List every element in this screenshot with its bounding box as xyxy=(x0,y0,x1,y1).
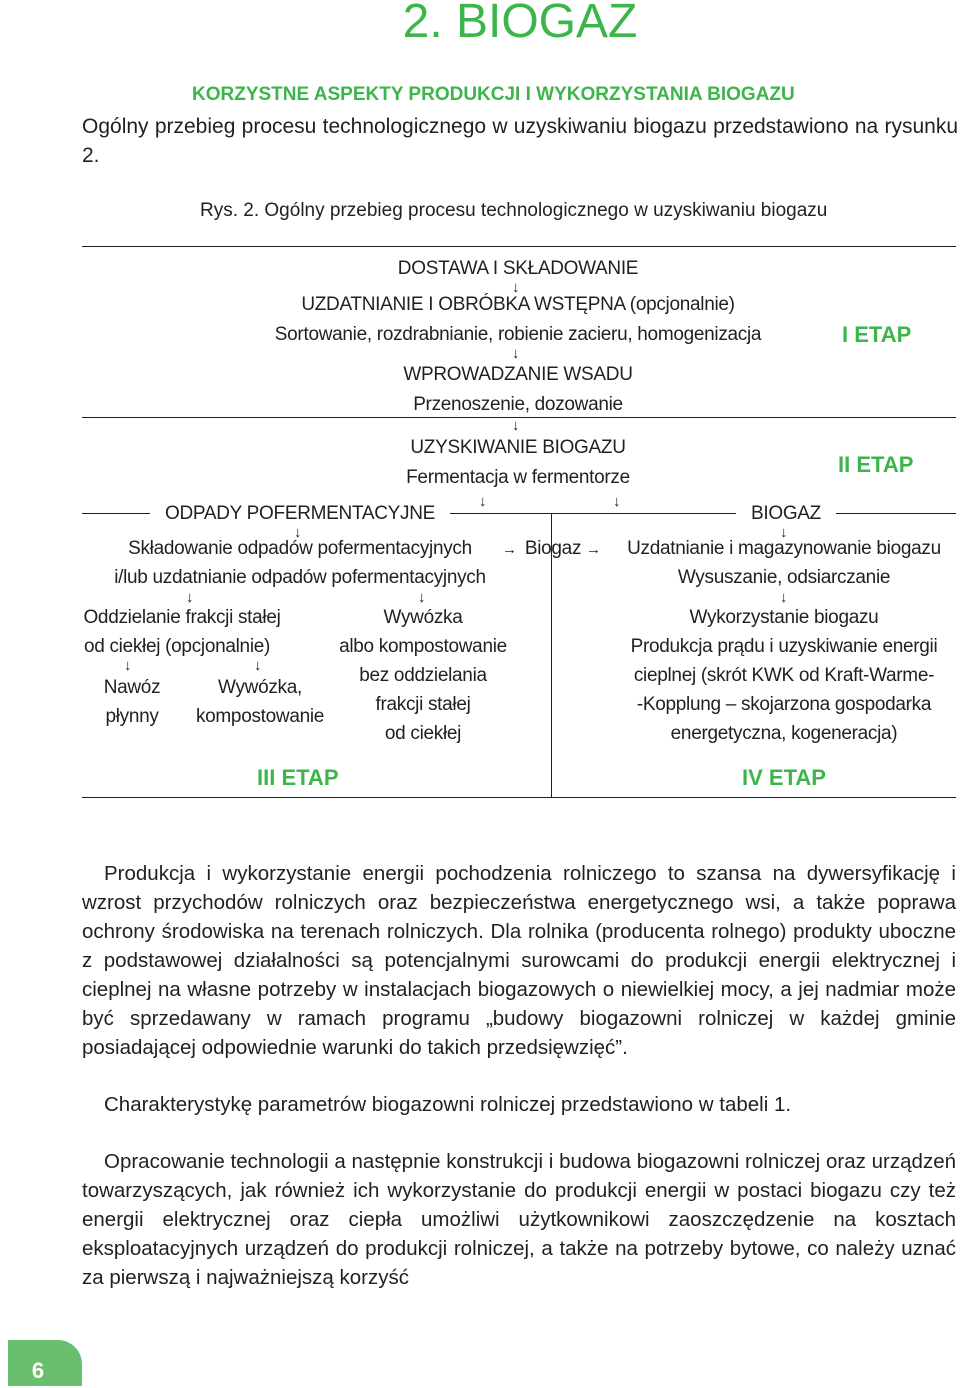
arrow-down-icon: ↓ xyxy=(254,657,262,674)
arrow-down-icon: ↓ xyxy=(780,589,788,606)
waste-line4: frakcji stałej xyxy=(375,694,471,715)
step-feeding: WPROWADZANIE WSADU xyxy=(403,364,633,385)
body-paragraph-1: Produkcja i wykorzystanie energii pochodzenia rolniczego to szansa na dywersyfikację i wzrost przychodów rolniczych oraz bezpieczeństwa energetycznego wsi, a także poprawa ochrony środowiska na terenach rolniczych. Dla rolnika (producenta rolnego) produkty uboczne z podstawowej działalności są potencjalnymi surowcami do produkcji energii elektrycznej i cieplnej na własne potrzeby w instalacjach biogazowych o niewielkiej mocy, a jej nadmiar może być sprzedawany w ramach programu „budowy biogazowni rolniczej w każdej gminie posiadającej odpowiednie warunki do takich przedsięwzięć”. xyxy=(82,862,956,1059)
arrow-right-icon: → xyxy=(586,541,601,558)
step-biogas-production: UZYSKIWANIE BIOGAZU xyxy=(410,437,626,458)
biogas-drying: Wysuszanie, odsiarczanie xyxy=(677,567,891,588)
stage3-header-rule-left xyxy=(82,513,158,514)
liquid-fertilizer-line1: Nawóz xyxy=(103,677,161,698)
step-feeding-detail: Przenoszenie, dozowanie xyxy=(413,394,623,415)
biogas-use-line3: cieplnej (skrót KWK od Kraft-Warme- xyxy=(633,665,935,686)
page-number: 6 xyxy=(31,1358,45,1383)
page-number-badge xyxy=(8,1340,82,1386)
arrow-down-icon: ↓ xyxy=(512,345,520,362)
page-title: 2. BIOGAZ xyxy=(402,0,638,48)
intro-paragraph: Ogólny przebieg procesu technologicznego w uzyskiwaniu biogazu przedstawiono na rysunku 2. xyxy=(82,115,958,167)
biogas-header: BIOGAZ xyxy=(736,499,836,528)
stage-label-1: I ETAP xyxy=(842,322,912,347)
digestate-header: ODPADY POFERMENTACYJNE xyxy=(150,499,450,528)
liquid-fertilizer-line2: płynny xyxy=(105,706,159,727)
figure-caption: Rys. 2. Ogólny przebieg procesu technologicznego w uzyskiwaniu biogazu xyxy=(200,200,828,221)
section-subtitle: KORZYSTNE ASPEKTY PRODUKCJI I WYKORZYSTANIA BIOGAZU xyxy=(192,84,795,105)
arrow-down-icon: ↓ xyxy=(613,493,621,510)
biogas-use-line2: Produkcja prądu i uzyskiwanie energii xyxy=(630,636,938,657)
arrow-down-icon: ↓ xyxy=(186,589,194,606)
waste-line3: bez oddzielania xyxy=(359,665,487,686)
step-fermentation: Fermentacja w fermentorze xyxy=(406,467,630,488)
biogas-storage: Uzdatnianie i magazynowanie biogazu xyxy=(627,538,941,559)
solid-removal-line2: kompostowanie xyxy=(195,706,325,727)
body-paragraph-3: Opracowanie technologii a następnie konstrukcji i budowa biogazowni rolniczej oraz urządzeń towarzyszących, jak również ich wykorzystanie do produkcji energii w postaci biogazu czy też energii elektrycznej oraz ciepła umożliwi użytkownikowi zaoszczędzenie na kosztach eksploatacyjnych urządzeń do produkcji rolniczej, a także na potrzeby bytowe, co należy uznać za pierwszą i najważniejszą korzyść xyxy=(82,1150,956,1289)
waste-line2: albo kompostowanie xyxy=(339,636,507,657)
arrow-down-icon: ↓ xyxy=(124,657,132,674)
body-paragraph-2: Charakterystykę parametrów biogazowni rolniczej przedstawiono w tabeli 1. xyxy=(104,1093,792,1116)
arrow-down-icon: ↓ xyxy=(512,279,520,296)
arrow-down-icon: ↓ xyxy=(294,524,302,541)
waste-line1: Wywózka xyxy=(383,607,463,628)
biogas-link-label: Biogaz xyxy=(524,538,582,559)
solid-removal-line1: Wywózka, xyxy=(218,677,302,698)
biogas-use-line1: Wykorzystanie biogazu xyxy=(689,607,879,628)
biogas-use-line5: energetyczna, kogeneracja) xyxy=(670,723,898,744)
digestate-treatment: i/lub uzdatnianie odpadów pofermentacyjnych xyxy=(114,567,486,588)
step-delivery: DOSTAWA I SKŁADOWANIE xyxy=(397,258,639,279)
separation-line2: od ciekłej (opcjonalnie) xyxy=(83,636,271,657)
arrow-down-icon: ↓ xyxy=(418,589,426,606)
stage4-header-rule-right xyxy=(826,513,956,514)
stage-label-4: IV ETAP xyxy=(742,765,826,790)
separation-line1: Oddzielanie frakcji stałej xyxy=(83,607,281,628)
step-pretreatment-detail: Sortowanie, rozdrabnianie, robienie zacieru, homogenizacja xyxy=(274,324,762,345)
arrow-down-icon: ↓ xyxy=(512,417,520,434)
step-pretreatment: UZDATNIANIE I OBRÓBKA WSTĘPNA (opcjonalnie) xyxy=(301,294,735,315)
figure-bottom-rule xyxy=(82,797,956,798)
stage-label-2: II ETAP xyxy=(838,452,914,477)
arrow-down-icon: ↓ xyxy=(780,524,788,541)
waste-line5: od ciekłej xyxy=(384,723,462,744)
arrow-down-icon: ↓ xyxy=(479,493,487,510)
arrow-right-icon: → xyxy=(502,541,517,558)
figure-top-rule xyxy=(82,246,956,247)
stage-label-3: III ETAP xyxy=(257,765,339,790)
stage3-header-rule-right xyxy=(442,513,750,514)
digestate-storage: Składowanie odpadów pofermentacyjnych xyxy=(128,538,472,559)
biogas-use-line4: -Kopplung – skojarzona gospodarka xyxy=(636,694,932,715)
